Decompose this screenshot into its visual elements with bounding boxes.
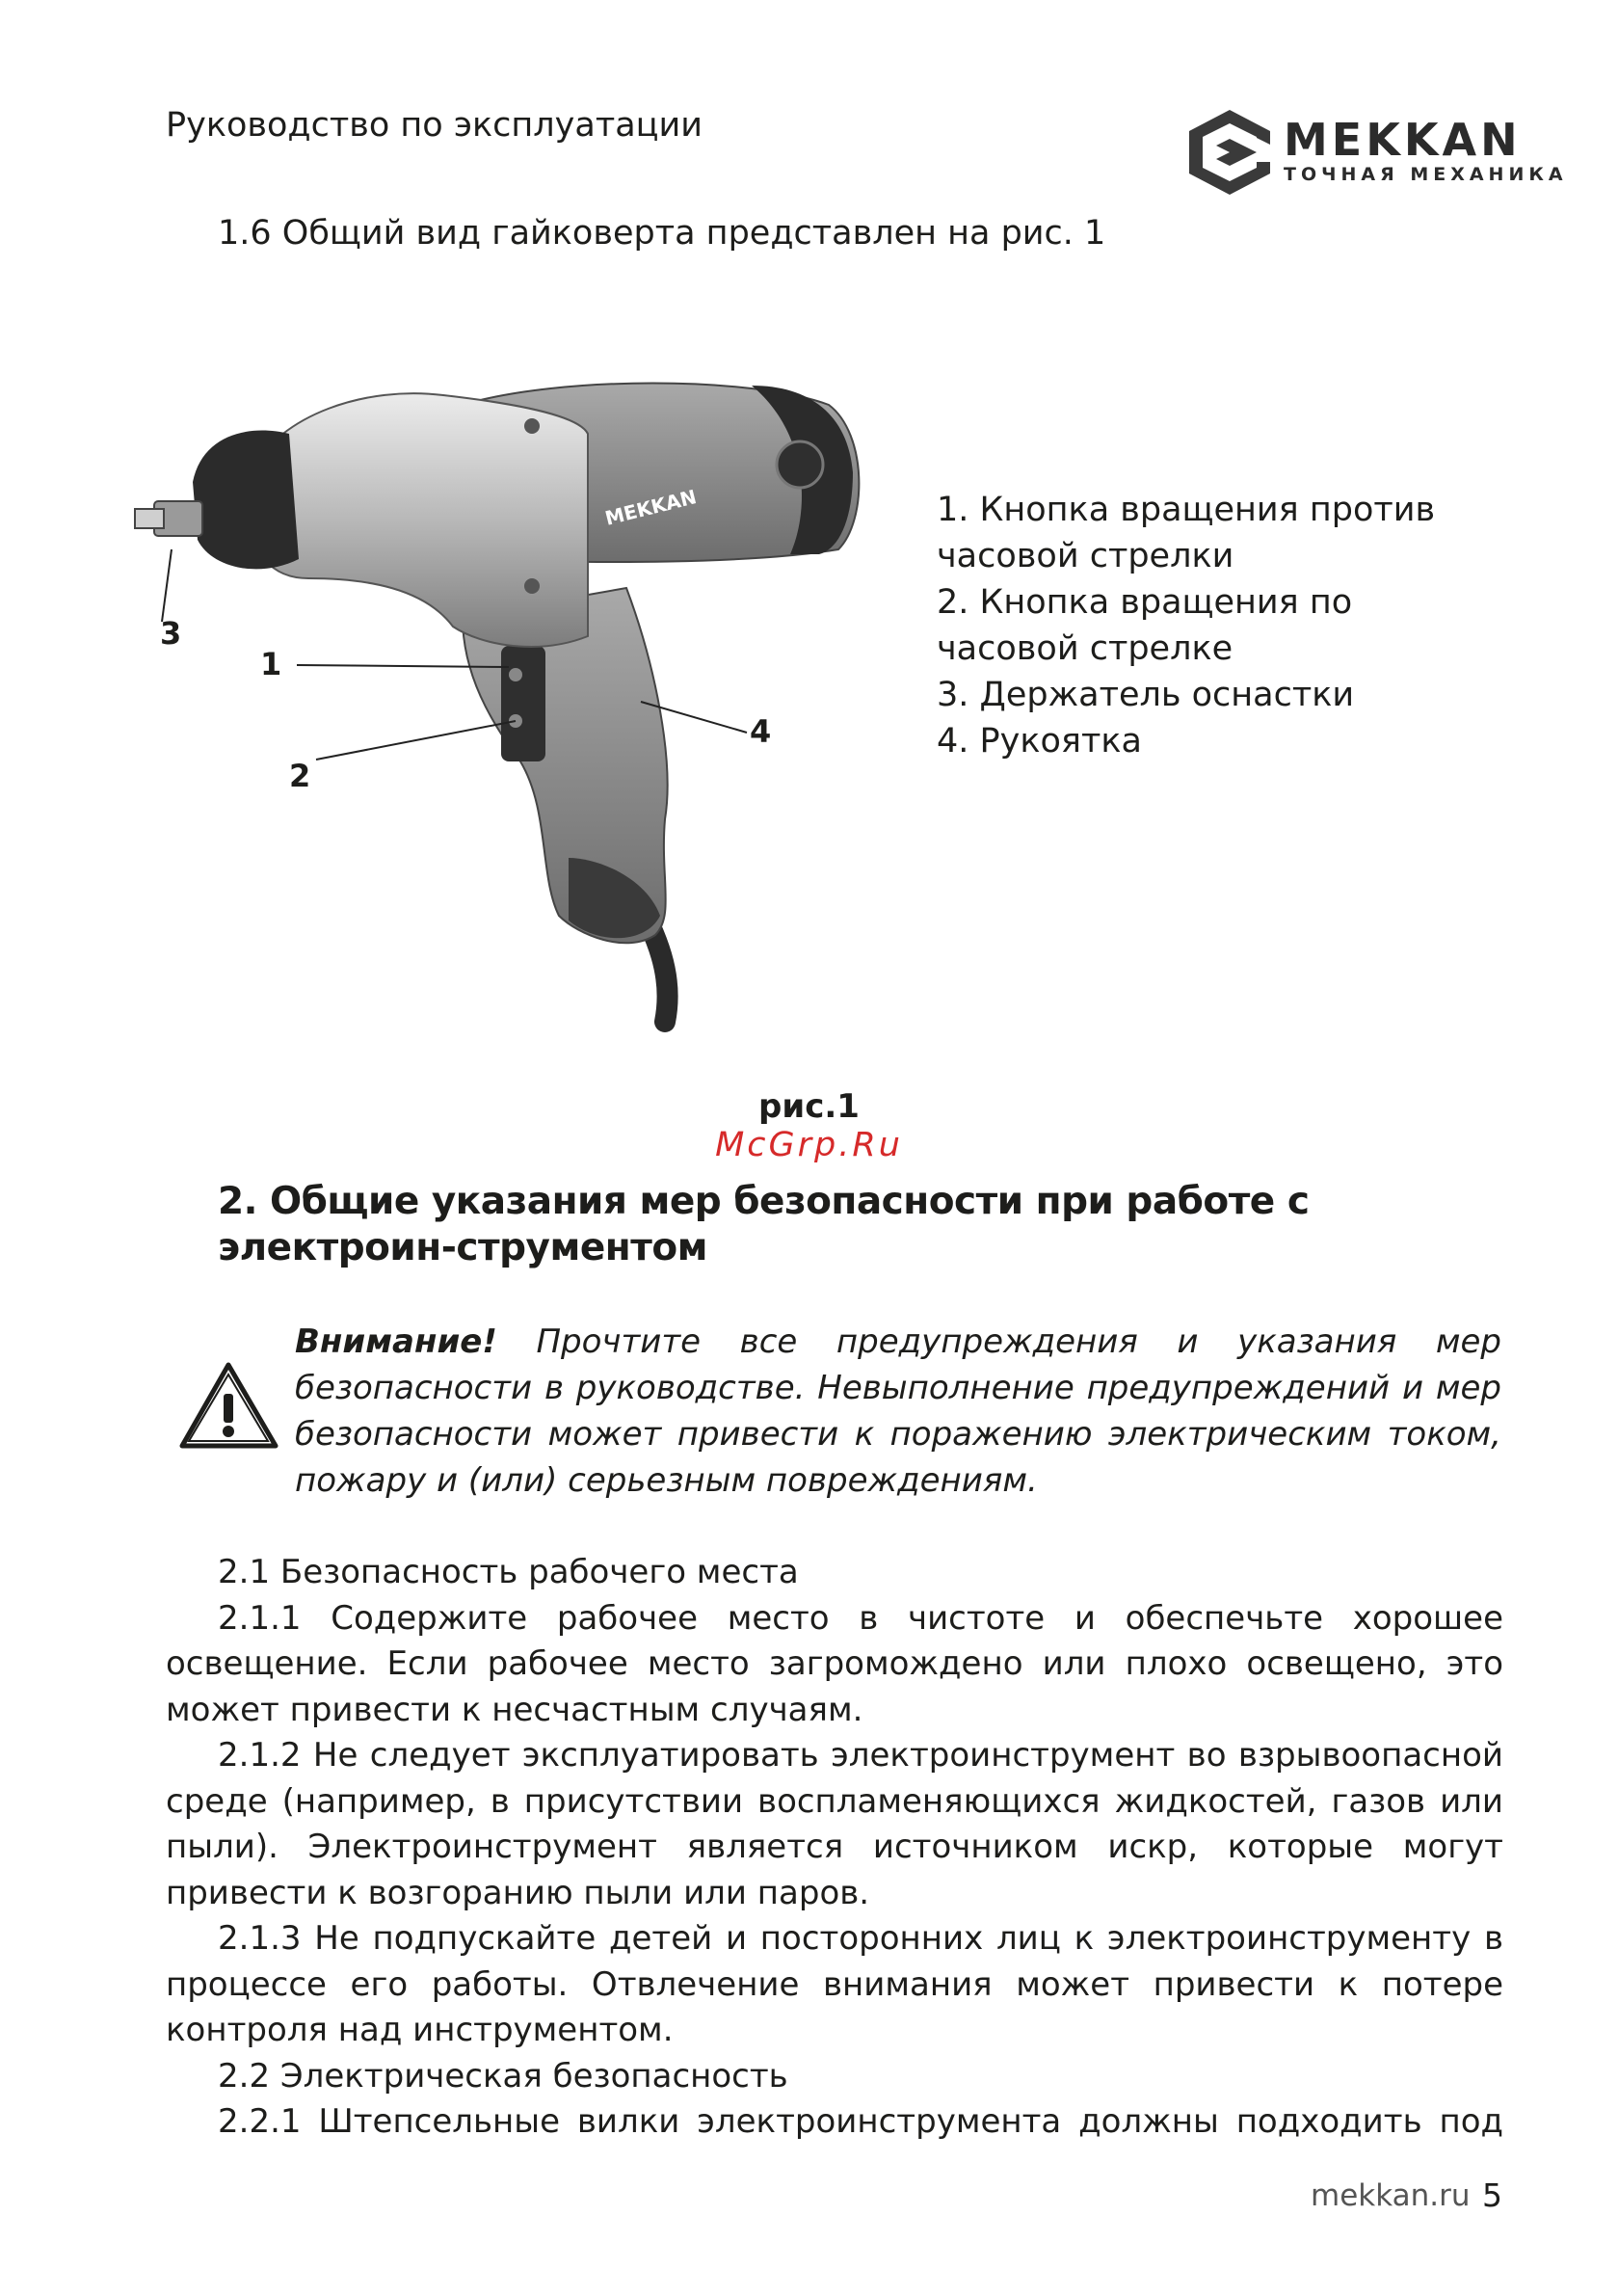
header-title: Руководство по эксплуатации — [166, 106, 703, 145]
tool-brand-label: MEKKAN — [602, 485, 700, 530]
section-title: 2. Общие указания мер безопасности при работе с электроин-струментом — [218, 1180, 1310, 1269]
callout-3: 3 — [160, 615, 182, 652]
callout-4: 4 — [750, 713, 772, 750]
intro-text: 1.6 Общий вид гайковерта представлен на рис. 1 — [218, 214, 1106, 253]
watermark: McGrp.Ru — [715, 1126, 903, 1164]
legend-line: 3. Держатель оснастки — [937, 676, 1355, 714]
footer-site: mekkan.ru — [1311, 2178, 1471, 2213]
callout-1: 1 — [260, 646, 282, 682]
legend-line: 2. Кнопка вращения по — [937, 583, 1353, 622]
paragraph: 2.1.2 Не следует эксплуатировать электроинструмент во взрывоопасной среде (например, в присутствии воспламеняющихся жидкостей, газов или пыли). Электроинструмент является источником искр, которые могут привести к возгоранию пыли или паров. — [166, 1736, 1503, 1912]
logo-tagline: ТОЧНАЯ МЕХАНИКА — [1284, 164, 1568, 185]
paragraph: 2.1.3 Не подпускайте детей и посторонних лиц к электроинструменту в процессе его работы. Отвлечение внимания может привести к потере контроля над инструментом. — [166, 1919, 1503, 2049]
page-number: 5 — [1482, 2176, 1502, 2214]
body-text — [166, 1550, 1503, 2146]
legend-line: 1. Кнопка вращения против — [937, 491, 1436, 529]
legend-line: часовой стрелки — [937, 537, 1234, 575]
callout-2: 2 — [289, 758, 311, 794]
paragraph: 2.1 Безопасность рабочего места — [218, 1553, 799, 1591]
legend-line: часовой стрелке — [937, 629, 1233, 668]
legend-line: 4. Рукоятка — [937, 722, 1142, 761]
warning-triangle-icon — [178, 1361, 279, 1450]
warning-text — [295, 1319, 1501, 1504]
paragraph: 2.2 Электрическая безопасность — [218, 2056, 788, 2096]
paragraph: 2.2.1 Штепсельные вилки электроинструмента должны подходить под — [218, 2102, 1503, 2141]
warning-body: Прочтите все предупреждения и указания мер безопасности в руководстве. Невыполнение предупреждений и мер безопасности может привести к поражению электрическим током, пожару и (или) серьезным повреждениям. — [295, 1322, 1501, 1500]
impact-wrench-illustration — [160, 357, 906, 1051]
logo-name: MEKKAN — [1284, 114, 1522, 166]
figure-caption: рис.1 — [758, 1087, 860, 1126]
paragraph: 2.1.1 Содержите рабочее место в чистоте и обеспечьте хорошее освещение. Если рабочее место загромождено или плохо освещено, это может привести к несчастным случаям. — [166, 1598, 1503, 1729]
warning-label: Внимание! — [295, 1322, 497, 1361]
figure-legend — [937, 487, 1435, 764]
